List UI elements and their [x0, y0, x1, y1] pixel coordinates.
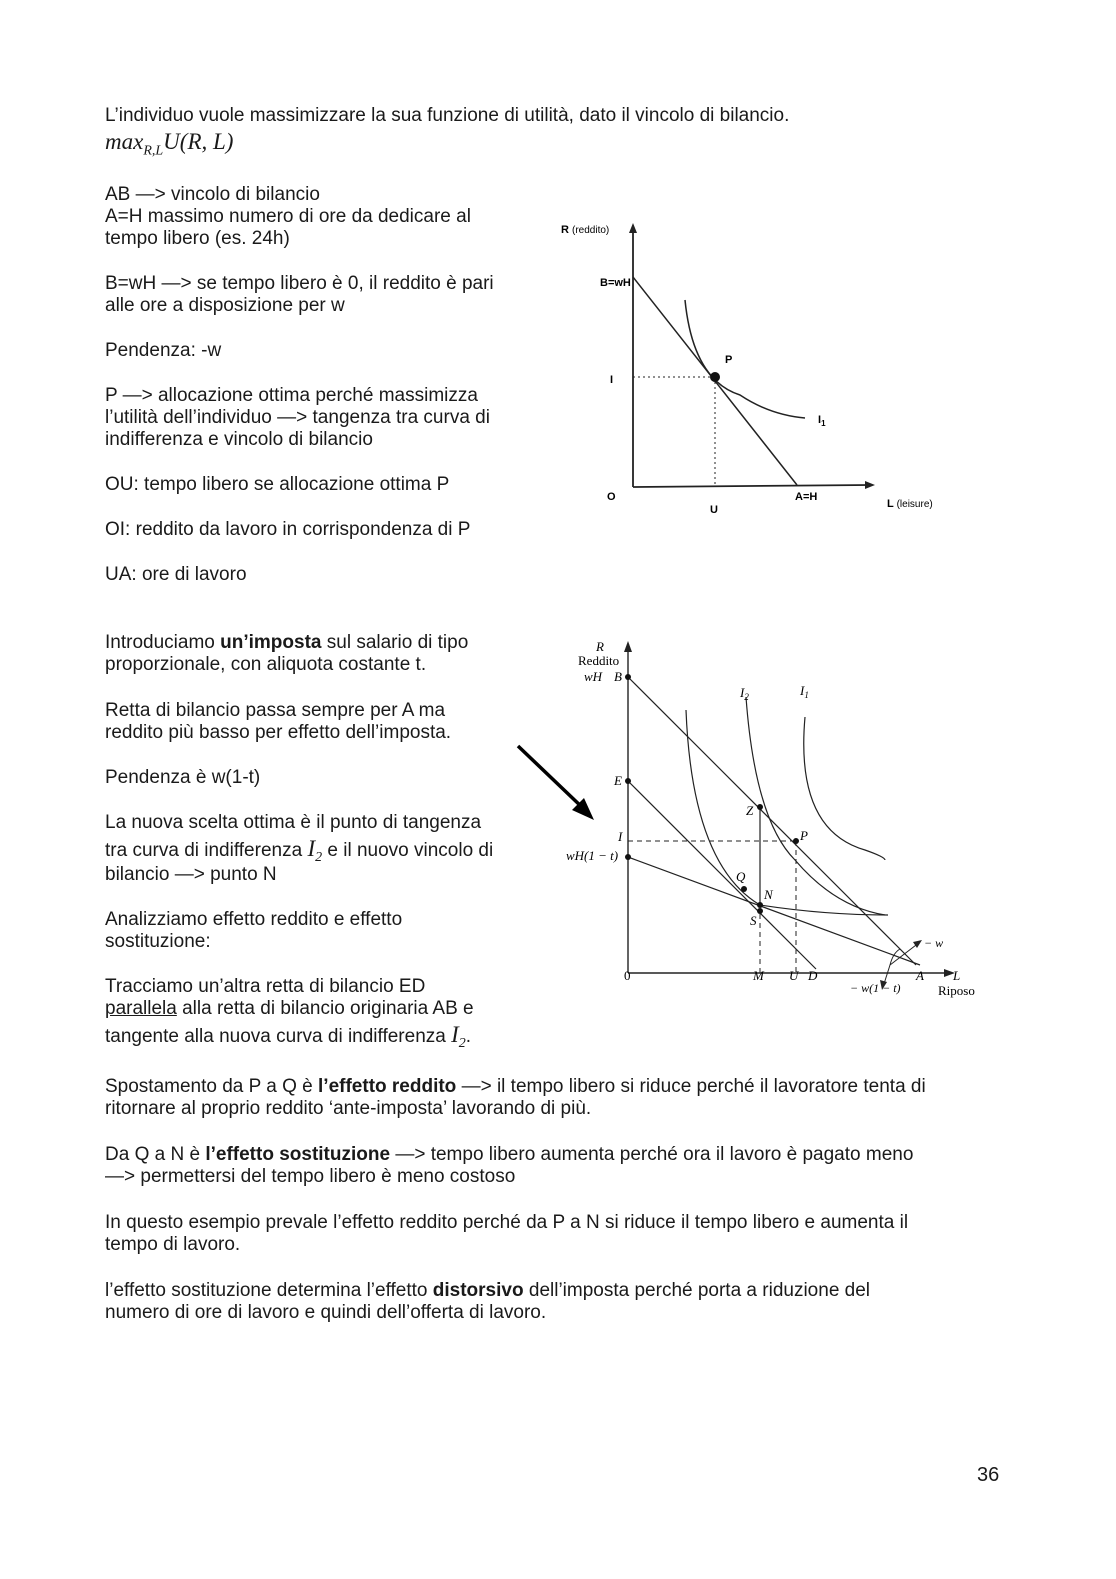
label-o: O — [607, 491, 616, 503]
label-o: 0 — [624, 968, 631, 983]
optimum-text-2: tra curva di indifferenza $I_2$ e il nuovo vincolo di — [105, 836, 494, 865]
optimum-text-3: bilancio —> punto N — [105, 864, 277, 885]
label-i1: $I_1$ — [818, 414, 826, 428]
indifference-curve-i2 — [746, 697, 885, 915]
label-s: S — [750, 913, 757, 928]
label-i2: $I_2$ — [740, 685, 749, 702]
label-b: B — [614, 669, 622, 684]
income-effect-2: ritornare al proprio reddito ‘ante-imposta’ lavorando di più. — [105, 1098, 592, 1119]
parallel-text-1: Tracciamo un’altra retta di bilancio ED — [105, 976, 426, 997]
label-m: M — [753, 968, 764, 983]
text-ah-1: A=H massimo numero di ore da dedicare al — [105, 206, 471, 227]
label-minus-w1t: − w(1 − t) — [850, 981, 901, 995]
analysis-text-1: Analizziamo effetto reddito e effetto — [105, 909, 403, 930]
label-l: L — [953, 968, 961, 983]
point-z — [757, 804, 763, 810]
budget-line-taxed — [628, 857, 920, 965]
distortion-2: numero di ore di lavoro e quindi dell’offerta di lavoro. — [105, 1302, 547, 1323]
label-p: P — [725, 354, 733, 366]
label-wh: wH — [584, 669, 603, 684]
indifference-curve-i1 — [804, 717, 885, 860]
parallel-text-3: tangente alla nuova curva di indifferenza $I_2$. — [105, 1022, 472, 1051]
x-axis-arrow — [865, 481, 875, 489]
point-e — [625, 778, 631, 784]
parallel-text-2: parallela alla retta di bilancio originaria AB e — [105, 998, 474, 1019]
intro-text: L’individuo vuole massimizzare la sua funzione di utilità, dato il vincolo di bilancio. — [105, 105, 790, 126]
tax-intro-1: Introduciamo un’imposta sul salario di tipo — [105, 632, 469, 653]
prevailing-effect-2: tempo di lavoro. — [105, 1234, 241, 1255]
label-n: N — [764, 887, 773, 902]
text-ua: UA: ore di lavoro — [105, 564, 247, 585]
y-axis-arrow — [624, 641, 632, 652]
budget-text-2: reddito più basso per effetto dell’imposta. — [105, 722, 452, 743]
label-z: Z — [746, 803, 754, 818]
label-i: I — [610, 374, 614, 386]
point-p — [793, 838, 799, 844]
label-minus-w: − w — [924, 936, 944, 950]
budget-line-ed — [628, 781, 816, 969]
text-ah-2: tempo libero (es. 24h) — [105, 228, 290, 249]
y-axis-label: R (reddito) — [561, 224, 610, 236]
label-p: P — [800, 828, 808, 843]
label-riposo: Riposo — [938, 983, 975, 998]
label-reddito: Reddito — [578, 653, 620, 668]
point-wh1t — [625, 854, 631, 860]
label-a: A — [916, 968, 924, 983]
substitution-effect-1: Da Q a N è l’effetto sostituzione —> tempo libero aumenta perché ora il lavoro è pagato meno — [105, 1144, 914, 1165]
indifference-curve-i1 — [685, 300, 805, 418]
label-d: D — [808, 968, 818, 983]
point-p — [710, 372, 720, 382]
label-u: U — [710, 504, 718, 516]
x-axis — [633, 485, 870, 487]
label-wh1t: wH(1 − t) — [566, 848, 619, 863]
indifference-curve-i2-low — [686, 710, 888, 915]
label-i: I — [618, 829, 623, 844]
text-p-2: l’utilità dell’individuo —> tangenza tra curva di — [105, 407, 490, 428]
prevailing-effect-1: In questo esempio prevale l’effetto reddito perché da P a N si riduce il tempo libero e aumenta il — [105, 1212, 909, 1233]
label-e: E — [614, 773, 622, 788]
text-bwh-2: alle ore a disposizione per w — [105, 295, 345, 316]
x-axis-label: L (leisure) — [887, 498, 933, 510]
label-r: R — [596, 639, 604, 654]
page-number: 36 — [977, 1464, 1000, 1486]
label-b: B=wH — [600, 277, 631, 289]
text-ou: OU: tempo libero se allocazione ottima P — [105, 474, 450, 495]
income-effect-1: Spostamento da P a Q è l’effetto reddito —> il tempo libero si riduce perché il lavoratore tenta di — [105, 1076, 926, 1097]
text-p-1: P —> allocazione ottima perché massimizza — [105, 385, 478, 406]
point-q — [741, 886, 747, 892]
label-u: U — [789, 968, 799, 983]
budget-line-ab — [628, 677, 916, 965]
substitution-effect-2: —> permettersi del tempo libero è meno costoso — [105, 1166, 516, 1187]
figure-budget-constraint — [555, 215, 955, 525]
figure-tax-effects — [560, 635, 990, 1005]
point-n — [757, 902, 763, 908]
analysis-text-2: sostituzione: — [105, 931, 211, 952]
text-oi: OI: reddito da lavoro in corrispondenza di P — [105, 519, 471, 540]
label-a: A=H — [795, 491, 818, 503]
slope-text: Pendenza è w(1-t) — [105, 767, 261, 788]
y-axis-arrow — [629, 223, 637, 233]
text-p-3: indifferenza e vincolo di bilancio — [105, 429, 373, 450]
label-q: Q — [736, 869, 746, 884]
formula: $\max_{R,L}U(R$, L) — [105, 129, 234, 159]
point-s — [757, 908, 763, 914]
optimum-text-1: La nuova scelta ottima è il punto di tangenza — [105, 812, 482, 833]
text-pendenza: Pendenza: -w — [105, 340, 222, 361]
point-b — [625, 674, 631, 680]
tax-intro-2: proporzionale, con aliquota costante t. — [105, 654, 427, 675]
text-ab: AB —> vincolo di bilancio — [105, 184, 320, 205]
distortion-1: l’effetto sostituzione determina l’effetto distorsivo dell’imposta perché porta a riduzione del — [105, 1280, 871, 1301]
budget-text-1: Retta di bilancio passa sempre per A ma — [105, 700, 446, 721]
label-i1: $I_1$ — [800, 683, 809, 700]
text-bwh-1: B=wH —> se tempo libero è 0, il reddito è pari — [105, 273, 494, 294]
